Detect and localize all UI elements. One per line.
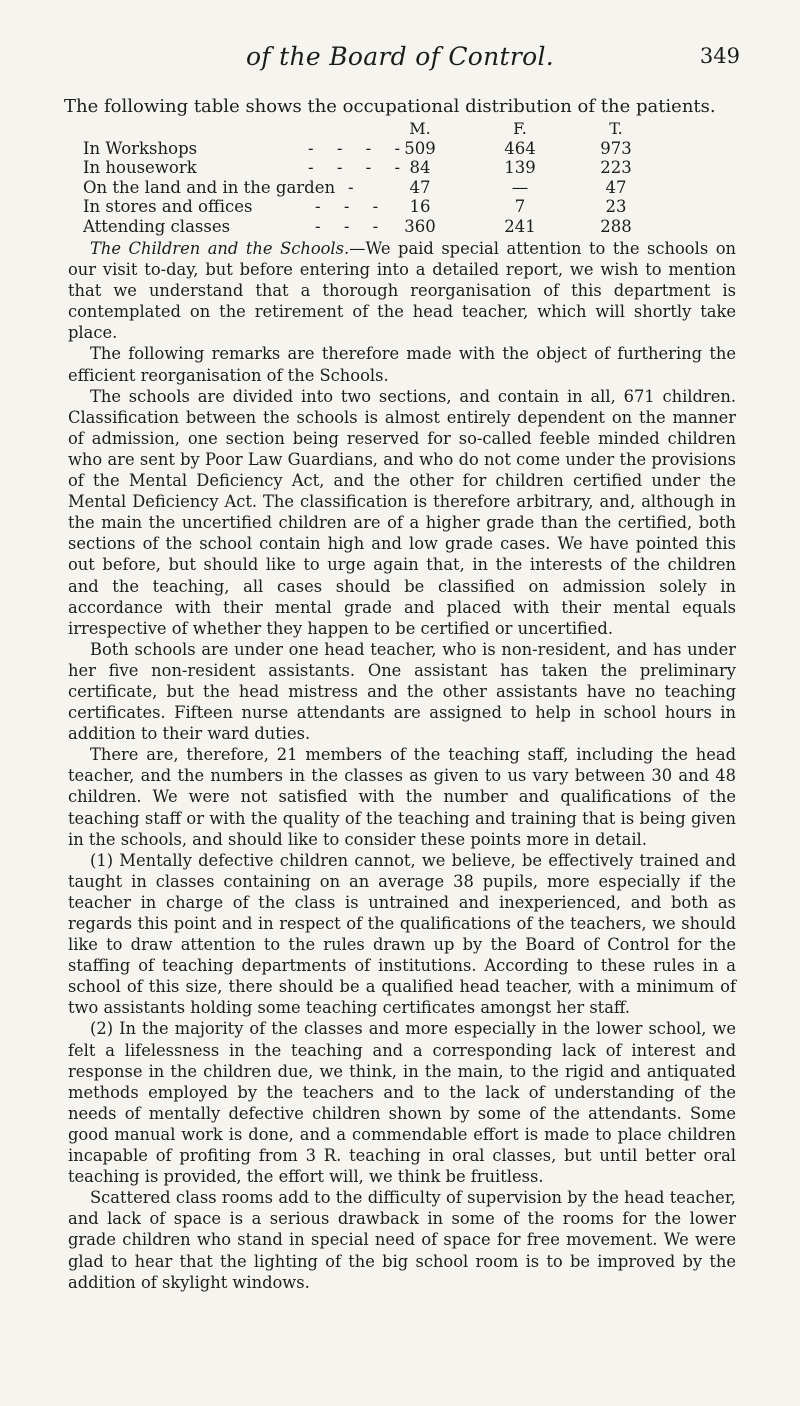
cell-t: 23 [605, 197, 627, 216]
paragraph: Scattered class rooms add to the difficulty of supervision by the head teacher, and lack of space is a serious drawback in some of the rooms for the lower grade children who stand in special need of space for free movement. We were glad to hear that the lighting of the big school room is to be improved by the addition of skylight windows. [68, 1188, 736, 1292]
column-header-f: F. [513, 119, 527, 138]
row-leader: - - - - [308, 158, 410, 177]
table-row [83, 139, 723, 159]
table-row [83, 158, 723, 178]
column-header-t: T. [609, 119, 623, 138]
cell-t: 288 [600, 216, 632, 236]
paragraph: There are, therefore, 21 members of the teaching staff, including the head teacher, and the numbers in the classes as given to us vary between 30 and 48 children. We were not satisfied with the number and qualifications of the teaching staff or with the quality of the teaching and training that is being given in the schools, and should like to consider these points more in detail. [68, 745, 736, 849]
row-label: In stores and offices [83, 197, 253, 216]
cell-f: — [511, 177, 529, 197]
paragraph: The following remarks are therefore made with the object of furthering the efficient reorganisation of the Schools. [68, 344, 736, 385]
table-row [83, 178, 723, 198]
body-text [68, 238, 736, 1293]
column-header-m: M. [409, 119, 431, 138]
paragraph-text: —We paid special attention to the schools on our visit to-day, but before entering into a detailed report, we wish to mention that we understand that a thorough reorganisation of this department is contemplated on the retirement of the head teacher, which will shortly take place. [68, 239, 736, 343]
cell-m: 509 [404, 138, 436, 158]
table-intro: The following table shows the occupational distribution of the patients. [64, 96, 716, 117]
cell-t: 223 [600, 158, 632, 177]
row-leader: - - - - [308, 138, 410, 158]
row-label: In Workshops [83, 138, 198, 158]
cell-m: 47 [409, 177, 431, 197]
row-label: In housework [83, 158, 197, 177]
cell-f: 464 [504, 138, 536, 158]
cell-f: 241 [504, 216, 536, 236]
paragraph: (1) Mentally defective children cannot, we believe, be effectively trained and taught in classes containing on an average 38 pupils, more especially if the teacher in charge of the class is untrained and inexperienced, and both as regards this point and in respect of the qualifications of the teachers, we should like to draw attention to the rules drawn up by the Board of Control for the staffing of teaching departments of institutions. According to these rules in a school of this size, there should be a qualified head teacher, with a minimum of two assistants holding some teaching certificates amongst her staff. [68, 850, 736, 1018]
occupation-table [83, 119, 723, 236]
page-number: 349 [699, 44, 740, 68]
row-label: Attending classes [83, 216, 231, 236]
paragraph: Both schools are under one head teacher, who is non-resident, and has under her five non-resident assistants. One assistant has taken the preliminary certificate, but the head mistress and the other assistants have no teaching certificates. Fifteen nurse attendants are assigned to help in school hours in addition to their ward duties. [68, 639, 736, 744]
table-header-row [83, 119, 723, 139]
cell-f: 7 [514, 197, 526, 216]
section-heading: The Children and the Schools. [90, 239, 350, 258]
table-row [83, 217, 723, 237]
cell-f: 139 [504, 158, 536, 177]
row-leader: - - - [315, 197, 388, 216]
paragraph [68, 238, 736, 343]
page-header [60, 40, 740, 80]
cell-t: 47 [605, 177, 627, 197]
table-row [83, 197, 723, 217]
paragraph: The schools are divided into two sections, and contain in all, 671 children. Classification between the schools is almost entirely dependent on the manner of admission, one section being reserved for so-called feeble minded children who are sent by Poor Law Guardians, and who do not come under the provisions of the Mental Deficiency Act, and the other for children certified under the Mental Deficiency Act. The classification is therefore arbitrary, and, although in the main the uncertified children are of a higher grade than the certified, both sections of the school contain high and low grade cases. We have pointed this out before, but should like to urge again that, in the interests of the children and the teaching, all cases should be classified on admission solely in accordance with their mental grade and placed with their mental equals irrespective of whether they happen to be certified or uncertified. [68, 386, 736, 638]
cell-t: 973 [600, 138, 632, 158]
cell-m: 16 [409, 197, 431, 216]
row-label: On the land and in the garden [83, 177, 336, 197]
cell-m: 360 [404, 216, 436, 236]
row-leader: - - - [315, 216, 388, 236]
cell-m: 84 [409, 158, 431, 177]
row-leader: - [348, 177, 363, 197]
paragraph: (2) In the majority of the classes and more especially in the lower school, we felt a lifelessness in the teaching and a corresponding lack of interest and response in the children due, we think, in the main, to the rigid and antiquated methods employed by the teachers and to the lack of understanding of the needs of mentally defective children shown by some of the attendants. Some good manual work is done, and a commendable effort is made to place children incapable of profiting from 3 R. teaching in oral classes, but until better oral teaching is provided, the effort will, we think be fruitless. [68, 1019, 736, 1187]
running-title: of the Board of Control. [245, 42, 555, 71]
